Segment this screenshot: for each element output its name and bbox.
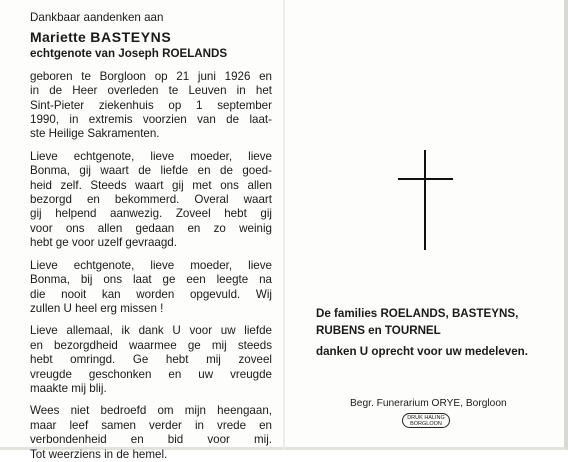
text-paragraphs — [30, 70, 272, 462]
paragraph-line: in de Heer overleden te Leuven in het — [30, 84, 272, 98]
families-block — [316, 305, 556, 360]
cross-horizontal — [398, 178, 453, 180]
paragraph-line: heid zelf. Steeds waart gij met ons allen — [30, 178, 272, 192]
paragraph-line: Sint-Pieter ziekenhuis op 1 september — [30, 98, 272, 112]
thanks-line: danken U oprecht voor uw medeleven. — [316, 345, 528, 358]
paragraph-line: die nooit kan worden opgevuld. Wij — [30, 287, 272, 301]
paragraph-line: Bonma, bij ons laat ge een leegte na — [30, 273, 272, 287]
families-line-1: De families ROELANDS, BASTEYNS, — [316, 307, 519, 320]
paragraph-line: maar leef samen verder in vrede en — [30, 418, 272, 432]
printer-stamp — [402, 413, 450, 428]
deceased-name — [30, 29, 272, 45]
paragraph-line: bezorgd en bekommerd. Overal waart — [30, 193, 272, 207]
paragraph-line: hebt omringd. Ge hebt mij zoveel — [30, 353, 272, 367]
families-line-2: RUBENS en TOURNEL — [316, 324, 441, 337]
cross-icon — [398, 150, 478, 250]
stamp-line-2: BORGLOON — [410, 421, 442, 428]
paragraph-line: Bonma, gij waart de liefde en de goed- — [30, 164, 272, 178]
paragraph-line: Wees niet bedroefd om mijn heengaan, — [30, 404, 272, 418]
cross-vertical — [424, 150, 426, 250]
last-name: BASTEYNS — [90, 29, 172, 46]
paragraph-line: Lieve allemaal, ik dank U voor uw liefde — [30, 324, 272, 338]
paragraph-line: gij helpend aanwezig. Zoveel hebt gij — [30, 207, 272, 221]
paragraph-line: verbondenheid en bid voor mij. — [30, 433, 272, 447]
paragraph-line: zullen U heel erg missen ! — [30, 301, 164, 315]
paragraph-line: maakte mij blij. — [30, 381, 107, 395]
left-panel — [30, 11, 272, 462]
paragraph — [30, 324, 272, 396]
paragraph-line: Lieve echtgenote, lieve moeder, lieve — [30, 258, 272, 272]
intro-text: Dankbaar aandenken aan — [30, 11, 164, 24]
funeral-home: Begr. Funerarium ORYE, Borgloon — [350, 398, 507, 409]
paragraph — [30, 404, 272, 462]
paragraph-line: voor ons allen gedaan en zo weinig — [30, 221, 272, 235]
card-fold — [283, 0, 285, 450]
paragraph-line: hebt ge voor uzelf gevraagd. — [30, 236, 177, 250]
paragraph-line: geboren te Borgloon op 21 juni 1926 en — [30, 69, 272, 83]
paragraph-line: ste Heilige Sakramenten. — [30, 127, 160, 141]
paragraph-line: vreugde geschonken en uw vreugde — [30, 367, 272, 381]
spouse-line: echtgenote van Joseph ROELANDS — [30, 47, 228, 61]
paragraph-line: Lieve echtgenote, lieve moeder, lieve — [30, 149, 272, 163]
paragraph-line: 1990, in extremis voorzien van de laat- — [30, 113, 272, 127]
paragraph — [30, 150, 272, 251]
paragraph — [30, 259, 272, 317]
stamp-line-1: DRUK HALING — [407, 415, 445, 421]
paragraph-line: en bezorgdheid waarmee ge mij steeds — [30, 338, 272, 352]
paragraph — [30, 70, 272, 142]
paragraph-line: Tot weerziens in de hemel. — [30, 447, 168, 461]
first-name: Mariette — [30, 29, 87, 46]
